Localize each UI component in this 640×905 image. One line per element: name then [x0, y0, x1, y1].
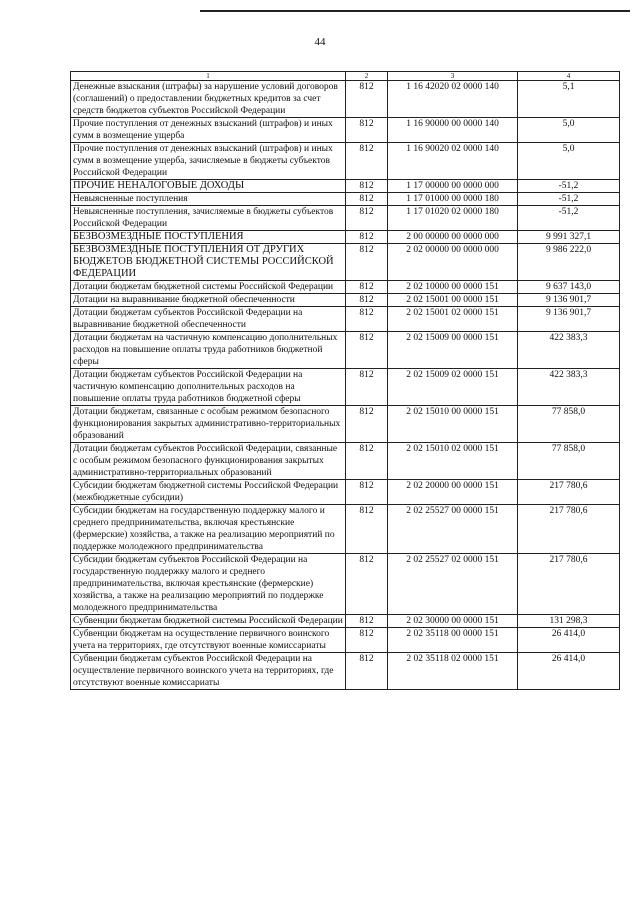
- cell-name: БЕЗВОЗМЕЗДНЫЕ ПОСТУПЛЕНИЯ ОТ ДРУГИХ БЮДЖЕТОВ БЮДЖЕТНОЙ СИСТЕМЫ РОССИЙСКОЙ ФЕДЕРАЦИИ: [71, 244, 346, 281]
- table-row: [71, 206, 620, 231]
- cell-code: 2 02 10000 00 0000 151: [388, 281, 518, 294]
- cell-code: 2 02 15001 00 0000 151: [388, 294, 518, 307]
- table-row: [71, 554, 620, 615]
- cell-name: ПРОЧИЕ НЕНАЛОГОВЫЕ ДОХОДЫ: [71, 180, 346, 193]
- cell-amount: 217 780,6: [518, 554, 620, 615]
- cell-name: Субвенции бюджетам субъектов Российской Федерации на осуществление первичного воинского учета на территориях, где отсутствуют военные комиссариаты: [71, 653, 346, 690]
- table-row: [71, 281, 620, 294]
- header-row: [71, 72, 620, 81]
- cell-agency: 812: [346, 143, 388, 180]
- cell-code: 2 02 20000 00 0000 151: [388, 480, 518, 505]
- budget-table: [70, 71, 620, 690]
- cell-agency: 812: [346, 628, 388, 653]
- cell-amount: 217 780,6: [518, 505, 620, 554]
- cell-name: Дотации бюджетам бюджетной системы Российской Федерации: [71, 281, 346, 294]
- cell-code: 2 02 25527 02 0000 151: [388, 554, 518, 615]
- cell-name: Дотации на выравнивание бюджетной обеспеченности: [71, 294, 346, 307]
- table-row: [71, 332, 620, 369]
- cell-code: 2 02 25527 00 0000 151: [388, 505, 518, 554]
- cell-code: 2 02 15009 00 0000 151: [388, 332, 518, 369]
- cell-code: 1 16 42020 02 0000 140: [388, 81, 518, 118]
- header-code: 3: [388, 72, 518, 81]
- table-row: [71, 653, 620, 690]
- cell-amount: 26 414,0: [518, 653, 620, 690]
- cell-agency: 812: [346, 193, 388, 206]
- cell-amount: 422 383,3: [518, 332, 620, 369]
- page-number: 44: [314, 36, 326, 48]
- cell-agency: 812: [346, 294, 388, 307]
- cell-amount: 5,1: [518, 81, 620, 118]
- cell-name: Субсидии бюджетам на государственную поддержку малого и среднего предпринимательства, включая крестьянские (фермерские) хозяйства, а также на реализацию мероприятий по поддержке молодежного предпринимательства: [71, 505, 346, 554]
- cell-name: Невыясненные поступления, зачисляемые в бюджеты субъектов Российской Федерации: [71, 206, 346, 231]
- header-amount: 4: [518, 72, 620, 81]
- cell-agency: 812: [346, 653, 388, 690]
- cell-agency: 812: [346, 332, 388, 369]
- table-row: [71, 118, 620, 143]
- table-row: [71, 81, 620, 118]
- table-row: [71, 244, 620, 281]
- cell-amount: 422 383,3: [518, 369, 620, 406]
- cell-agency: 812: [346, 307, 388, 332]
- cell-amount: 9 991 327,1: [518, 231, 620, 244]
- table-row: [71, 406, 620, 443]
- cell-amount: 26 414,0: [518, 628, 620, 653]
- cell-name: Дотации бюджетам, связанные с особым режимом безопасного функционирования закрытых административно-территориальных образований: [71, 406, 346, 443]
- cell-code: 2 02 35118 00 0000 151: [388, 628, 518, 653]
- table-row: [71, 231, 620, 244]
- cell-agency: 812: [346, 118, 388, 143]
- cell-agency: 812: [346, 505, 388, 554]
- cell-code: 1 17 01000 00 0000 180: [388, 193, 518, 206]
- cell-code: 2 02 15010 02 0000 151: [388, 443, 518, 480]
- cell-code: 2 02 00000 00 0000 000: [388, 244, 518, 281]
- cell-agency: 812: [346, 180, 388, 193]
- table-body: [71, 81, 620, 690]
- header-name: 1: [71, 72, 346, 81]
- cell-name: Субвенции бюджетам бюджетной системы Российской Федерации: [71, 615, 346, 628]
- cell-code: 2 02 15009 02 0000 151: [388, 369, 518, 406]
- cell-name: БЕЗВОЗМЕЗДНЫЕ ПОСТУПЛЕНИЯ: [71, 231, 346, 244]
- cell-amount: 5,0: [518, 143, 620, 180]
- table-row: [71, 294, 620, 307]
- table-row: [71, 143, 620, 180]
- cell-name: Субсидии бюджетам бюджетной системы Российской Федерации (межбюджетные субсидии): [71, 480, 346, 505]
- cell-agency: 812: [346, 206, 388, 231]
- cell-amount: 9 136 901,7: [518, 307, 620, 332]
- cell-amount: -51,2: [518, 206, 620, 231]
- cell-agency: 812: [346, 480, 388, 505]
- table-row: [71, 615, 620, 628]
- cell-code: 2 02 15001 02 0000 151: [388, 307, 518, 332]
- table-row: [71, 193, 620, 206]
- cell-code: 2 02 15010 00 0000 151: [388, 406, 518, 443]
- table-row: [71, 505, 620, 554]
- cell-code: 1 16 90000 00 0000 140: [388, 118, 518, 143]
- cell-amount: -51,2: [518, 180, 620, 193]
- cell-name: Субвенции бюджетам на осуществление первичного воинского учета на территориях, где отсутствуют военные комиссариаты: [71, 628, 346, 653]
- cell-amount: 9 986 222,0: [518, 244, 620, 281]
- cell-amount: 77 858,0: [518, 406, 620, 443]
- cell-code: 2 02 35118 02 0000 151: [388, 653, 518, 690]
- cell-agency: 812: [346, 554, 388, 615]
- cell-name: Прочие поступления от денежных взысканий (штрафов) и иных сумм в возмещение ущерба, зачисляемые в бюджеты субъектов Российской Федерации: [71, 143, 346, 180]
- cell-amount: 131 298,3: [518, 615, 620, 628]
- cell-agency: 812: [346, 231, 388, 244]
- cell-amount: 9 136 901,7: [518, 294, 620, 307]
- cell-name: Невыясненные поступления: [71, 193, 346, 206]
- cell-amount: 77 858,0: [518, 443, 620, 480]
- table-row: [71, 480, 620, 505]
- cell-code: 1 17 01020 02 0000 180: [388, 206, 518, 231]
- cell-amount: 217 780,6: [518, 480, 620, 505]
- cell-amount: 9 637 143,0: [518, 281, 620, 294]
- header-agency: 2: [346, 72, 388, 81]
- cell-code: 1 17 00000 00 0000 000: [388, 180, 518, 193]
- table-row: [71, 307, 620, 332]
- cell-code: 2 00 00000 00 0000 000: [388, 231, 518, 244]
- cell-name: Дотации бюджетам субъектов Российской Федерации на выравнивание бюджетной обеспеченности: [71, 307, 346, 332]
- cell-amount: 5,0: [518, 118, 620, 143]
- cell-name: Денежные взыскания (штрафы) за нарушение условий договоров (соглашений) о предоставлении бюджетных кредитов за счет средств бюджетов субъектов Российской Федерации: [71, 81, 346, 118]
- cell-name: Дотации бюджетам субъектов Российской Федерации на частичную компенсацию дополнительных расходов на повышение оплаты труда работников бюджетной сферы: [71, 369, 346, 406]
- table-row: [71, 369, 620, 406]
- cell-code: 1 16 90020 02 0000 140: [388, 143, 518, 180]
- top-rule: [200, 10, 630, 12]
- cell-agency: 812: [346, 281, 388, 294]
- cell-name: Дотации бюджетам на частичную компенсацию дополнительных расходов на повышение оплаты труда работников бюджетной сферы: [71, 332, 346, 369]
- cell-code: 2 02 30000 00 0000 151: [388, 615, 518, 628]
- table-row: [71, 180, 620, 193]
- cell-agency: 812: [346, 369, 388, 406]
- table-row: [71, 628, 620, 653]
- cell-amount: -51,2: [518, 193, 620, 206]
- cell-agency: 812: [346, 443, 388, 480]
- cell-agency: 812: [346, 406, 388, 443]
- cell-name: Дотации бюджетам субъектов Российской Федерации, связанные с особым режимом безопасного функционирования закрытых административно-территориальных образований: [71, 443, 346, 480]
- cell-agency: 812: [346, 81, 388, 118]
- cell-agency: 812: [346, 244, 388, 281]
- cell-name: Прочие поступления от денежных взысканий (штрафов) и иных сумм в возмещение ущерба: [71, 118, 346, 143]
- table-row: [71, 443, 620, 480]
- cell-name: Субсидии бюджетам субъектов Российской Федерации на государственную поддержку малого и среднего предпринимательства, включая крестьянские (фермерские) хозяйства, а также на реализацию мероприятий по поддержке молодежного предпринимательства: [71, 554, 346, 615]
- cell-agency: 812: [346, 615, 388, 628]
